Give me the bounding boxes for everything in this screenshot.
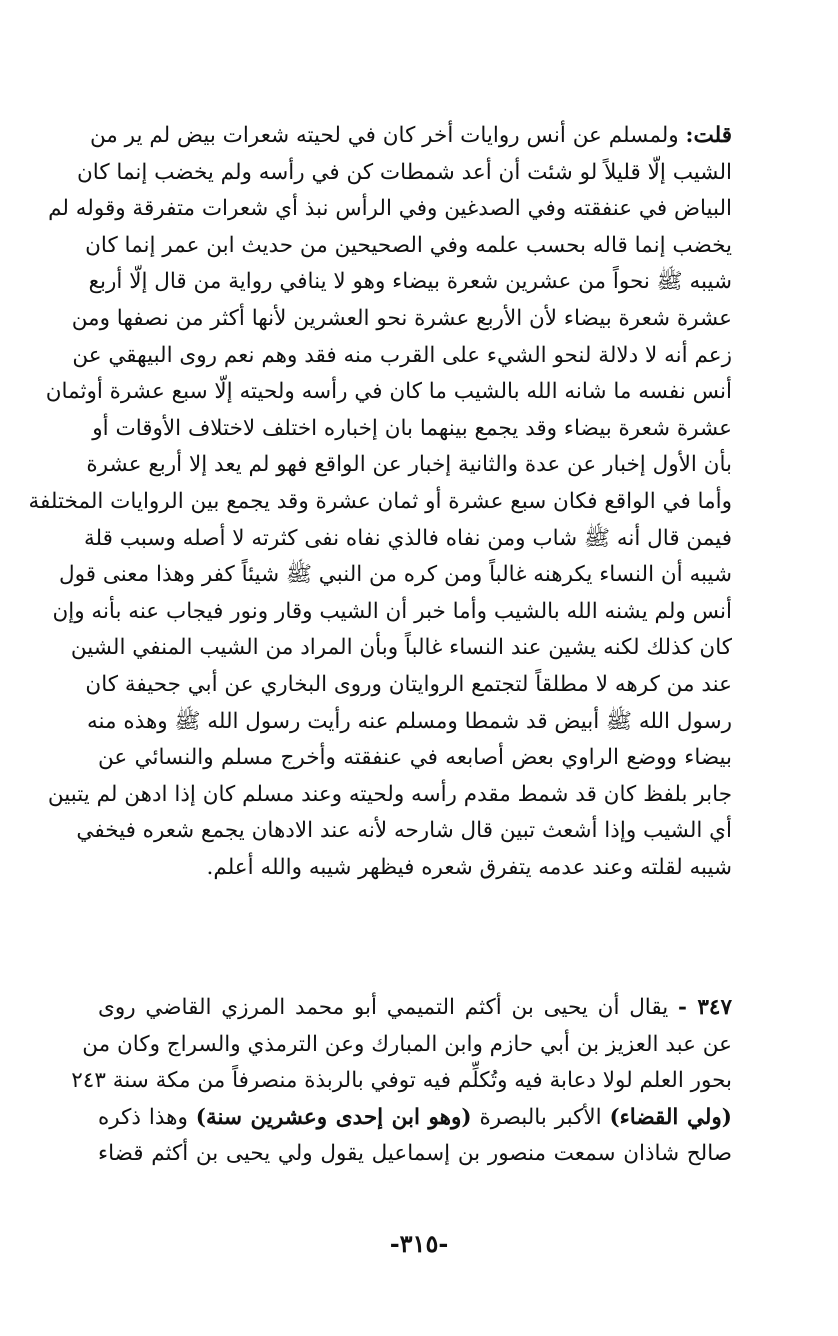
paragraph-line: عشرة شعرة بيضاء وقد يجمع بينهما بان إخباره اختلف لاختلاف الأوقات أو <box>92 415 732 441</box>
paragraph-line: عن عبد العزيز بن أبي حازم وابن المبارك وعن الترمذي والسراج وكان من <box>82 1031 732 1057</box>
paragraph-line <box>98 990 732 1027</box>
emphasis-text: (ولي القضاء) <box>609 1104 732 1130</box>
line-text: وهذا ذكره <box>98 1104 188 1130</box>
paragraph-line: رسول الله ﷺ أبيض قد شمطا ومسلم عنه رأيت رسول الله ﷺ وهذه منه <box>87 708 732 734</box>
page-number: -٣١٥- <box>389 1229 449 1258</box>
line-text: الأكبر بالبصرة <box>479 1104 602 1130</box>
paragraph-line: شيبه لقلته وعند عدمه يتفرق شعره فيظهر شيبه والله أعلم. <box>206 854 732 880</box>
line-text: ولمسلم عن أنس روايات أخر كان في لحيته شعرات بيض لم ير من <box>89 123 679 148</box>
paragraph-line <box>98 1100 732 1137</box>
paragraph-line: بأن الأول إخبار عن عدة والثانية إخبار عن الواقع فهو لم يعد إلا أربع عشرة <box>86 452 732 478</box>
paragraph-line: بحور العلم لولا دعابة فيه وتُكلِّم فيه توفي بالربذة منصرفاً من مكة سنة ٢٤٣ <box>71 1068 732 1094</box>
paragraph-line: أنس ولم يشنه الله بالشيب وأما خبر أن الشيب وقار ونور فيجاب عنه بأنه وإن <box>52 598 732 624</box>
paragraph-line: وأما في الواقع فكان سبع عشرة أو ثمان عشرة وقد يجمع بين الروايات المختلفة <box>28 488 732 514</box>
paragraph-line: صالح شاذان سمعت منصور بن إسماعيل يقول ولي يحيى بن أكثم قضاء <box>98 1141 732 1167</box>
paragraph-line: يخضب إنما قاله بحسب علمه وفي الصحيحين من حديث ابن عمر إنما كان <box>85 232 732 258</box>
paragraph-line: زعم أنه لا دلالة لنحو الشيء على القرب منه فقد وهم نعم روى البيهقي عن <box>72 342 732 368</box>
lead-word: قلت: <box>685 123 732 148</box>
emphasis-text: (وهو ابن إحدى وعشرين سنة) <box>195 1104 472 1130</box>
paragraph-line: البياض في عنفقته وفي الصدغين وفي الرأس نبذ أي شعرات متفرقة وقوله لم <box>48 196 732 222</box>
paragraph-line: أنس نفسه ما شانه الله بالشيب ما كان في رأسه ولحيته إلّا سبع عشرة أوثمان <box>45 379 732 405</box>
paragraph-line: جابر بلفظ كان قد شمط مقدم رأسه ولحيته وعند مسلم كان إذا ادهن لم يتبين <box>47 781 732 807</box>
paragraph-commentary <box>28 118 732 886</box>
paragraph-line: شيبه أن النساء يكرهنه غالباً ومن كره من النبي ﷺ شيئاً كفر وهذا معنى قول <box>59 562 732 588</box>
paragraph-biography <box>71 990 732 1173</box>
paragraph-line: عند من كرهه لا مطلقاً لتجتمع الروايتان وروى البخاري عن أبي جحيفة كان <box>85 671 732 697</box>
paragraph-line: عشرة شعرة بيضاء لأن الأربع عشرة نحو العشرين لأنها أكثر من نصفها ومن <box>71 305 732 331</box>
paragraph-line: شيبه ﷺ نحواً من عشرين شعرة بيضاء وهو لا ينافي رواية من قال إلّا أربع <box>88 269 732 295</box>
paragraph-line: فيمن قال أنه ﷺ شاب ومن نفاه فالذي نفاه نفى كثرته لا أصله وسبب قلة <box>84 525 732 551</box>
paragraph-line: أي الشيب وإذا أشعث تبين قال شارحه لأنه عند الادهان يجمع شعره فيخفي <box>76 818 732 844</box>
paragraph-line <box>89 118 732 155</box>
line-text: يقال أن يحيى بن أكثم التميمي أبو محمد المرزي القاضي روى <box>98 995 669 1020</box>
paragraph-line: بيضاء ووضع الراوي بعض أصابعه في عنفقته وأخرج مسلم والنسائي عن <box>98 745 732 771</box>
paragraph-line: كان كذلك لكنه يشين عند النساء غالباً وبأن المراد من الشيب المنفي الشين <box>70 635 732 661</box>
entry-number: ٣٤٧ - <box>678 995 732 1020</box>
paragraph-line: الشيب إلّا قليلاً لو شئت أن أعد شمطات كن في رأسه ولم يخضب إنما كان <box>77 159 732 185</box>
